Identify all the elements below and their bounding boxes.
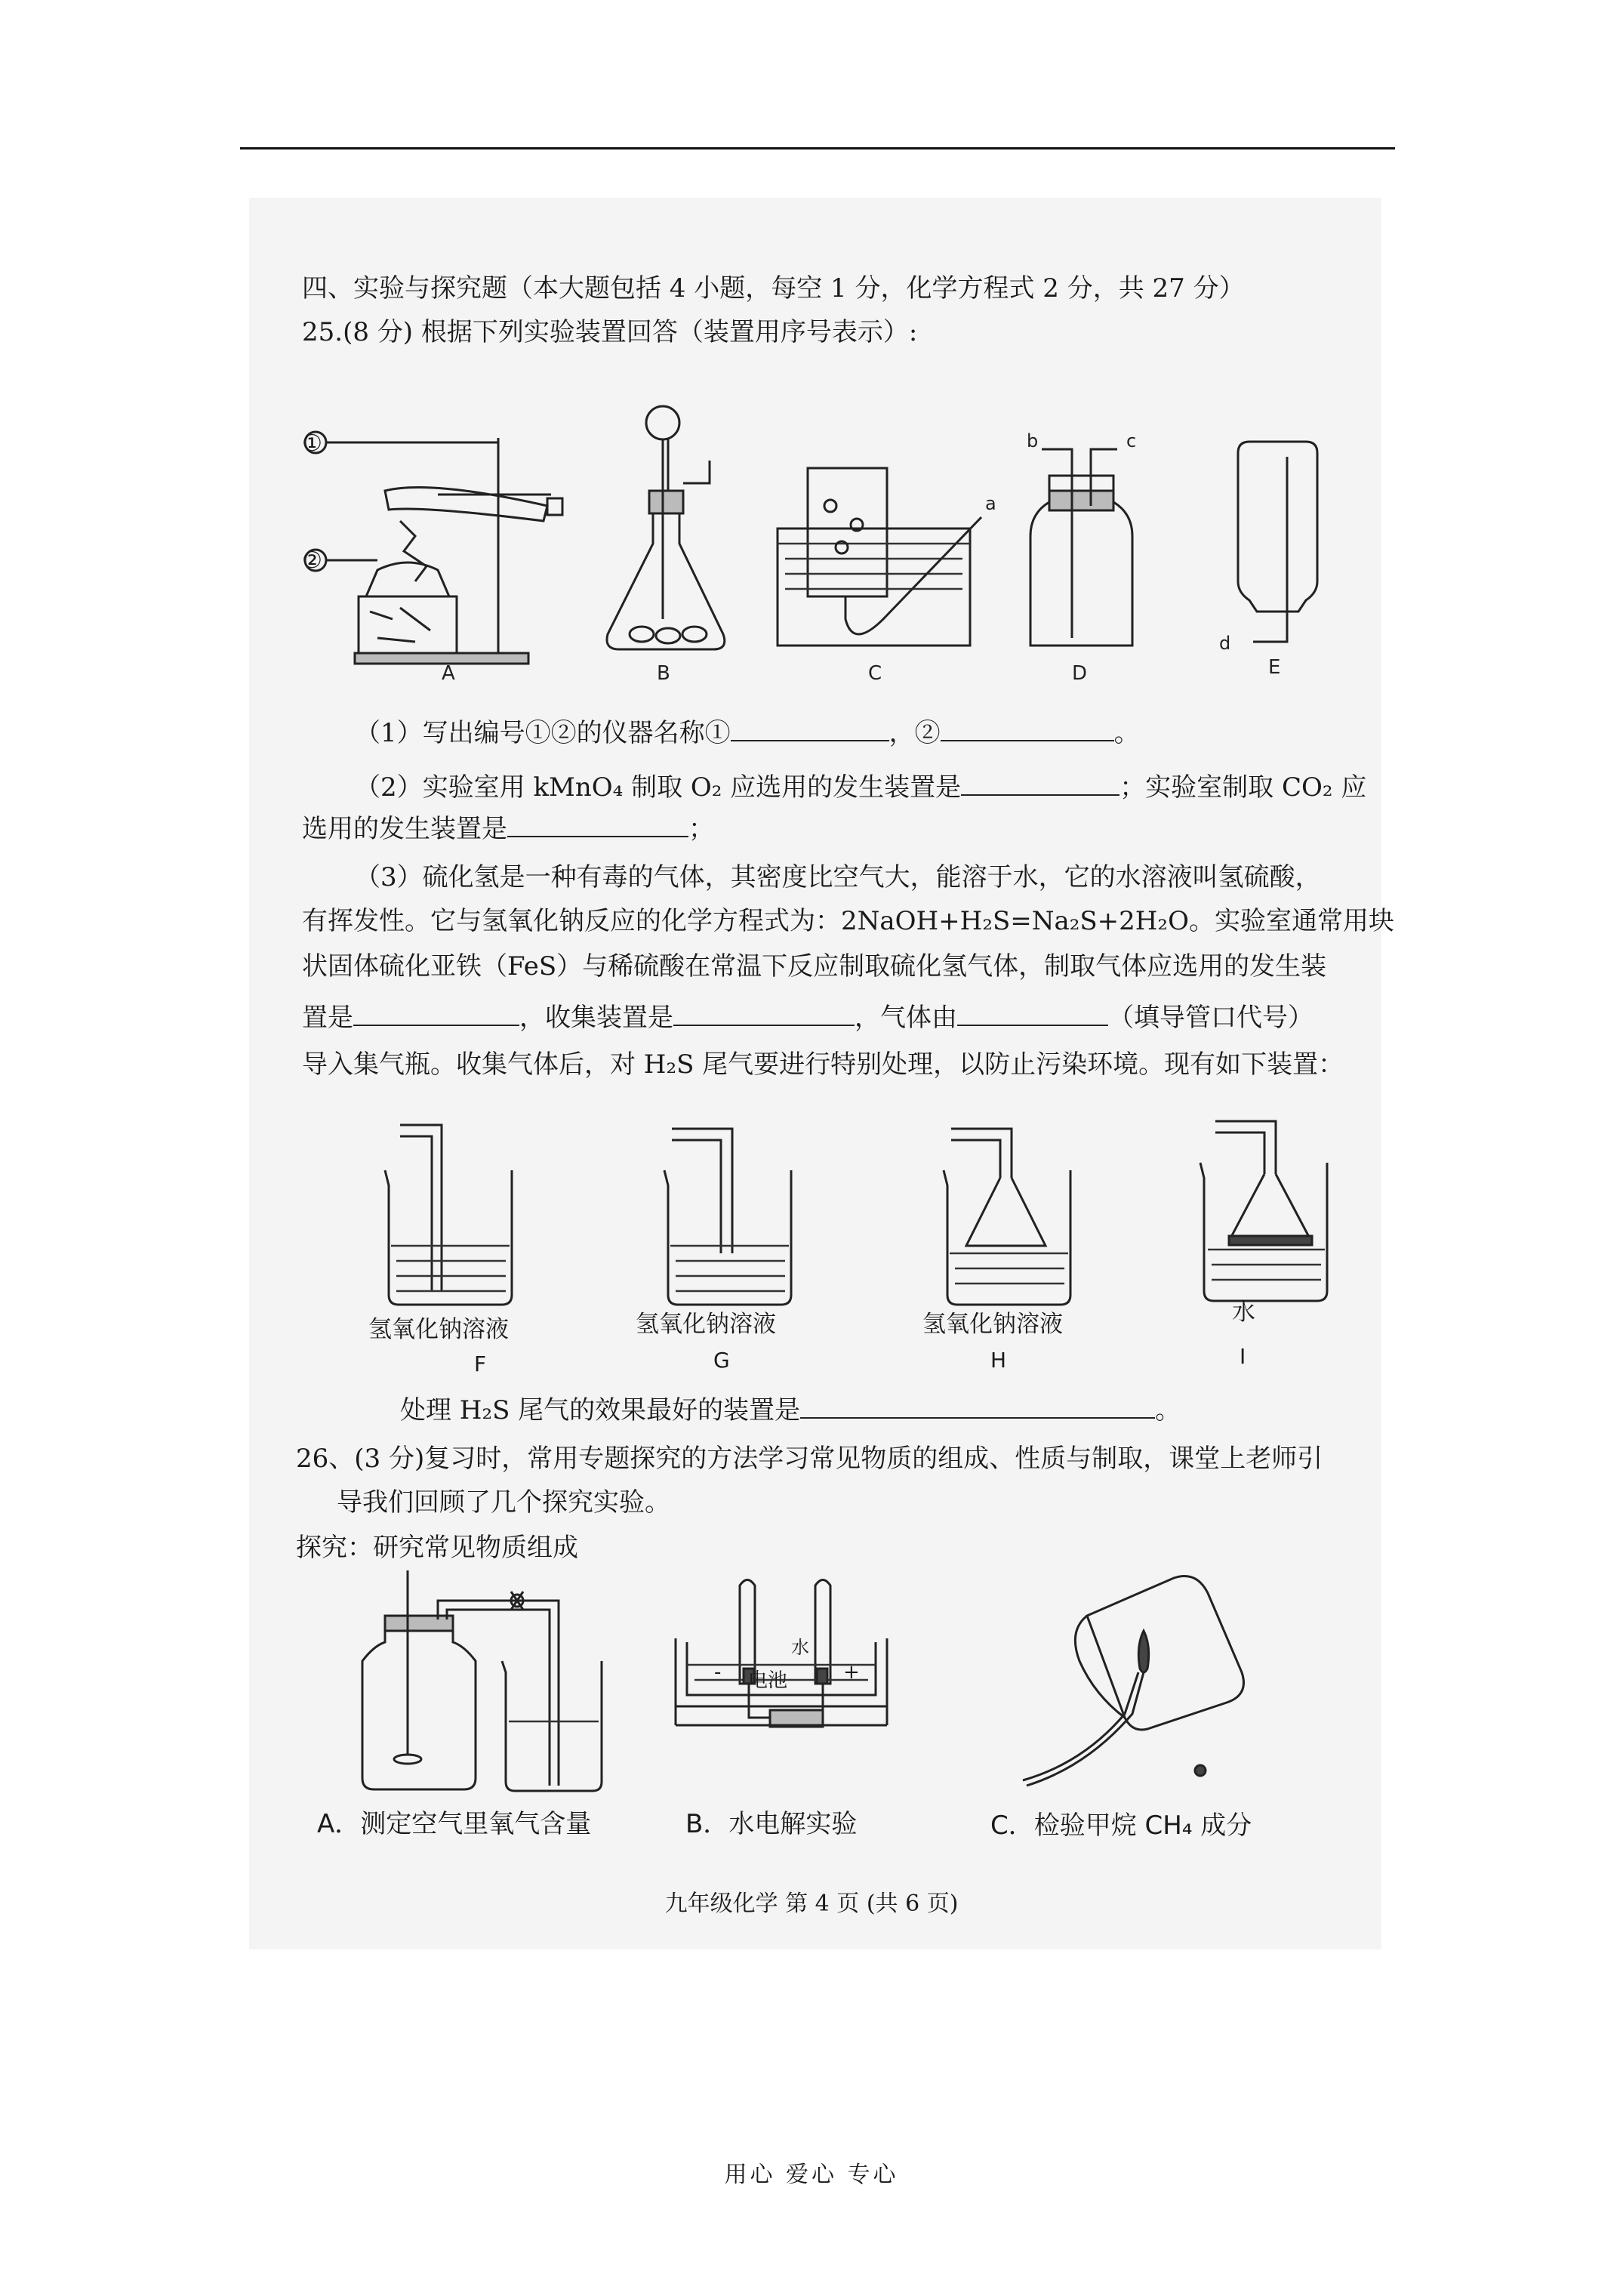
apparatus-C [778, 468, 996, 685]
q25-part2-line2: 选用的发生装置是 ； [302, 812, 714, 844]
beaker-G-letter: G [713, 1348, 730, 1373]
q25-part3-line4: 置是 ，收集装置是 ，气体由 （填导管口代号） [302, 1000, 1313, 1033]
answer-blank-5[interactable] [353, 1000, 519, 1026]
q25-part2: （2）实验室用 kMnO₄ 制取 O₂ 应选用的发生装置是 ；实验室制取 CO₂ 应 [355, 770, 1366, 803]
q26-line1: 26、(3 分)复习时，常用专题探究的方法学习常见物质的组成、性质与制取，课堂上老师引 [296, 1444, 1323, 1474]
q25-part3-line2: 有挥发性。它与氢氧化钠反应的化学方程式为：2NaOH+H₂S=Na₂S+2H₂O。实验室通常用块 [302, 906, 1394, 936]
answer-blank-2[interactable] [941, 716, 1114, 741]
beaker-I-letter: I [1240, 1344, 1246, 1369]
label-a: a [985, 493, 996, 514]
label-c: c [1126, 430, 1137, 451]
experiment-B-apparatus [676, 1580, 887, 1727]
answer-blank-4[interactable] [507, 812, 688, 837]
answer-blank-1[interactable] [731, 716, 889, 741]
section-heading: 四、实验与探究题（本大题包括 4 小题，每空 1 分，化学方程式 2 分，共 27 分） [302, 273, 1245, 304]
apparatus-figure-row [287, 393, 1374, 710]
circle-label-1: ① [302, 430, 322, 457]
beaker-F-liquid: 氢氧化钠溶液 [368, 1316, 509, 1343]
page-number: 九年级化学 第 4 页 (共 6 页) [664, 1891, 959, 1917]
experiment-C-apparatus [1023, 1576, 1244, 1786]
circle-label-2: ② [302, 547, 322, 574]
beaker-G-liquid: 氢氧化钠溶液 [636, 1311, 776, 1338]
beaker-F-letter: F [474, 1351, 487, 1376]
apparatus-A [305, 432, 562, 685]
beaker-F [385, 1125, 512, 1305]
label-C: C [868, 662, 882, 685]
q25-part3-line3: 状固体硫化亚铁（FeS）与稀硫酸在常温下反应制取硫化氢气体，制取气体应选用的发生装 [302, 951, 1327, 982]
experiment-figure-row [332, 1570, 1344, 1797]
electrolysis-water-label: 水 [791, 1637, 809, 1658]
label-d: d [1219, 633, 1231, 654]
q25-part3-line1: （3）硫化氢是一种有毒的气体，其密度比空气大，能溶于水，它的水溶液叫氢硫酸， [355, 862, 1321, 892]
beaker-H-liquid: 氢氧化钠溶液 [922, 1311, 1063, 1338]
q25-part1: （1）写出编号①②的仪器名称① ，② 。 [355, 716, 1140, 748]
experiment-A-apparatus [362, 1570, 602, 1791]
beaker-H-letter: H [990, 1348, 1007, 1373]
experiment-C-caption: C．检验甲烷 CH₄ 成分 [990, 1811, 1252, 1841]
q26-explore: 探究：研究常见物质组成 [296, 1533, 578, 1563]
label-A: A [442, 662, 455, 685]
label-D: D [1072, 662, 1088, 685]
answer-blank-8[interactable] [800, 1393, 1155, 1419]
experiment-A-caption: A．测定空气里氧气含量 [317, 1809, 592, 1839]
answer-blank-7[interactable] [957, 1000, 1108, 1026]
beaker-G [664, 1129, 791, 1305]
battery-minus: - [714, 1661, 722, 1684]
battery-plus: + [843, 1661, 860, 1684]
q26-line2: 导我们回顾了几个探究实验。 [337, 1487, 670, 1518]
label-E: E [1268, 656, 1281, 679]
apparatus-D [1027, 430, 1136, 685]
q25-best-device: 处理 H₂S 尾气的效果最好的装置是 。 [400, 1393, 1181, 1425]
label-b: b [1027, 430, 1039, 451]
beaker-H [944, 1129, 1070, 1305]
top-rule [240, 147, 1395, 149]
q25-intro: 25.(8 分) 根据下列实验装置回答（装置用序号表示）: [302, 317, 918, 347]
q25-part3-line5: 导入集气瓶。收集气体后，对 H₂S 尾气要进行特别处理，以防止污染环境。现有如下装置： [302, 1049, 1344, 1080]
page-footer: 用心 爱心 专心 [724, 2162, 899, 2188]
label-B: B [657, 662, 670, 685]
answer-blank-6[interactable] [673, 1000, 855, 1026]
battery-label: 电池 [748, 1669, 788, 1692]
experiment-B-caption: B．水电解实验 [685, 1809, 858, 1839]
beaker-I [1200, 1121, 1327, 1301]
apparatus-B [607, 406, 725, 685]
apparatus-E [1219, 442, 1317, 679]
answer-blank-3[interactable] [961, 770, 1119, 796]
beaker-I-liquid: 水 [1232, 1299, 1255, 1326]
